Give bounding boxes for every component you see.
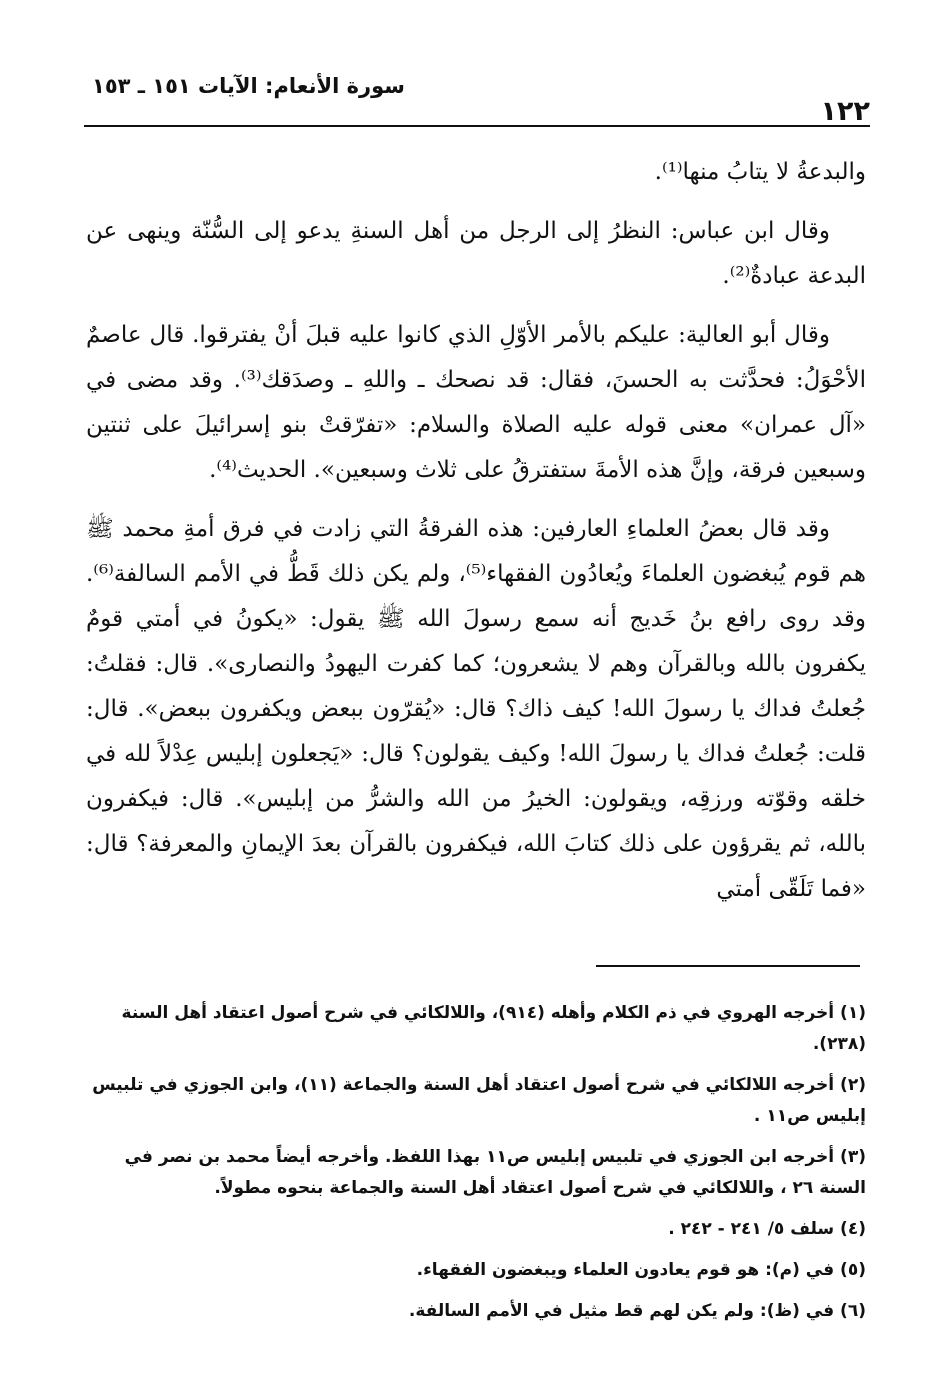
paragraph: والبدعةُ لا يتابُ منها⁽¹⁾. xyxy=(654,159,866,185)
footnote: (٣) أخرجه ابن الجوزي في تلبيس إبليس ص١١ بهذا اللفظ. وأخرجه أيضاً محمد بن نصر في السنة ٢٦ ، واللالكائي في شرح أصول اعتقاد أهل السنة والجماعة بنحوه مطولاً. xyxy=(124,1147,866,1198)
running-title: سورة الأنعام: الآيات ١٥١ ـ ١٥٣ xyxy=(92,74,405,98)
footnote: (٢) أخرجه اللالكائي في شرح أصول اعتقاد أهل السنة والجماعة (١١)، وابن الجوزي في تلبيس إبليس ص١١ . xyxy=(92,1075,866,1126)
paragraph: وقال أبو العالية: عليكم بالأمر الأوّلِ الذي كانوا عليه قبلَ أنْ يفترقوا. قال عاصمٌ الأحْوَلُ: فحدَّثت به الحسنَ، فقال: قد نصحك ـ واللهِ ـ وصدَقك⁽³⁾. وقد مضى في «آل عمران» معنى قوله عليه الصلاة والسلام: «تفرّقتْ بنو إسرائيلَ على ثنتين وسبعين فرقة، وإنَّ هذه الأمةَ ستفترقُ على ثلاث وسبعين». الحديث⁽⁴⁾. xyxy=(86,322,866,483)
footnote: (٥) في (م): هو قوم يعادون العلماء ويبغضون الفقهاء. xyxy=(416,1260,866,1280)
paragraph: وقال ابن عباس: النظرُ إلى الرجل من أهل السنةِ يدعو إلى السُّنّة وينهى عن البدعة عبادةٌ⁽²⁾. xyxy=(86,218,866,289)
footnote: (١) أخرجه الهروي في ذم الكلام وأهله (٩١٤)، واللالكائي في شرح أصول اعتقاد أهل السنة (٢٣٨). xyxy=(121,1003,866,1054)
footnotes xyxy=(86,998,866,1337)
page-number: ١٢٢ xyxy=(820,96,870,127)
page-header xyxy=(84,70,870,127)
paragraph: وقد قال بعضُ العلماءِ العارفين: هذه الفرقةُ التي زادت في فرق أمةِ محمد ﷺ هم قوم يُبغضون العلماءَ ويُعادُون الفقهاء⁽⁵⁾، ولم يكن ذلك قَطُّ في الأمم السالفة⁽⁶⁾. وقد روى رافع بنُ خَديج أنه سمع رسولَ الله ﷺ يقول: «يكونُ في أمتي قومٌ يكفرون بالله وبالقرآن وهم لا يشعرون؛ كما كفرت اليهودُ والنصارى». قال: فقلتُ: جُعلتُ فداك يا رسولَ الله! كيف ذاك؟ قال: «يُقرّون ببعض ويكفرون ببعض». قال: قلت: جُعلتُ فداك يا رسولَ الله! وكيف يقولون؟ قال: «يَجعلون إبليس عِدْلاً لله في خلقه وقوّته ورزقِه، ويقولون: الخيرُ من الله والشرُّ من إبليس». قال: فيكفرون بالله، ثم يقرؤون على ذلك كتابَ الله، فيكفرون بالقرآن بعدَ الإيمانِ والمعرفة؟ قال: «فما تَلَقّى أمتي xyxy=(86,516,866,902)
footnote: (٦) في (ظ): ولم يكن لهم قط مثيل في الأمم السالفة. xyxy=(408,1301,866,1321)
main-text xyxy=(86,150,866,926)
footnote: (٤) سلف ٥/ ٢٤١ - ٢٤٢ . xyxy=(668,1219,866,1239)
footnote-separator xyxy=(596,965,860,967)
